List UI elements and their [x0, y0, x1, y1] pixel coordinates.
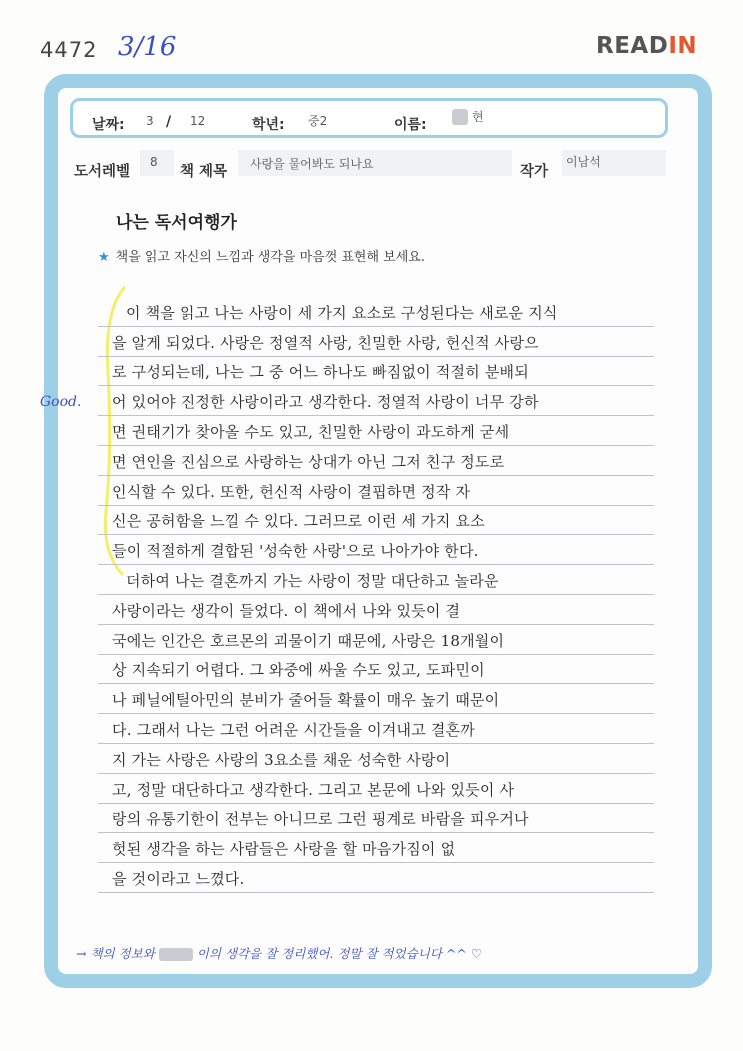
name-value: 현: [472, 110, 484, 124]
essay-line: 지 가는 사랑은 사랑의 3요소를 채운 성숙한 사랑이: [98, 744, 654, 774]
essay-line: 상 지속되기 어렵다. 그 와중에 싸울 수도 있고, 도파민이: [98, 655, 654, 685]
essay-line: 면 권태기가 찾아올 수도 있고, 친밀한 사랑이 과도하게 굳세: [98, 416, 654, 446]
star-icon: ★: [98, 250, 110, 265]
essay-line: 신은 공허함을 느낄 수 있다. 그러므로 이런 세 가지 요소: [98, 506, 654, 536]
instruction-text: 책을 읽고 자신의 느낌과 생각을 마음껏 표현해 보세요.: [115, 250, 425, 265]
book-level-label: 도서레벨: [74, 164, 131, 180]
logo-accent: IN: [668, 33, 698, 59]
book-title-label: 책 제목: [180, 164, 228, 180]
feedback-redaction: [159, 948, 193, 961]
essay-line: 로 구성되는데, 나는 그 중 어느 하나도 빠짐없이 적절히 분배되: [98, 357, 654, 387]
book-title-value: 사랑을 물어봐도 되나요: [250, 157, 374, 171]
essay-line: 헛된 생각을 하는 사람들은 사랑을 할 마음가짐이 없: [98, 833, 654, 863]
teacher-feedback: [76, 944, 482, 962]
essay-line: 이 책을 읽고 나는 사랑이 세 가지 요소로 구성된다는 새로운 지식: [98, 297, 654, 327]
essay-line: 인식할 수 있다. 또한, 헌신적 사랑이 결핍하면 정작 자: [98, 476, 654, 506]
essay-line: 랑의 유통기한이 전부는 아니므로 그런 핑계로 바람을 피우거나: [98, 804, 654, 834]
instruction: [98, 246, 425, 265]
date-day: 12: [190, 114, 206, 128]
date-separator: /: [166, 114, 172, 130]
essay-line: 나 페닐에틸아민의 분비가 줄어들 확률이 매우 높기 때문이: [98, 684, 654, 714]
margin-note-good: Good.: [40, 394, 82, 410]
essay-line: 을 것이라고 느꼈다.: [98, 863, 654, 893]
essay-line: 면 연인을 진심으로 사랑하는 상대가 아닌 그저 친구 정도로: [98, 446, 654, 476]
logo-text: READ: [596, 33, 669, 59]
essay-area: [98, 297, 654, 893]
essay-line: 들이 적절하게 결합된 '성숙한 사랑'으로 나아가야 한다.: [98, 535, 654, 565]
feedback-suffix: 이의 생각을 잘 정리했어. 정말 잘 적었습니다 ^^ ♡: [196, 946, 483, 961]
essay-line: 다. 그래서 나는 그런 어려운 시간들을 이겨내고 결혼까: [98, 714, 654, 744]
date-month: 3: [146, 114, 154, 128]
grade-label: 학년:: [252, 117, 285, 133]
date-label: 날짜:: [92, 117, 125, 133]
feedback-prefix: → 책의 정보와: [76, 946, 155, 961]
essay-line: 어 있어야 진정한 사랑이라고 생각한다. 정열적 사랑이 너무 강하: [98, 386, 654, 416]
essay-line: 고, 정말 대단하다고 생각한다. 그리고 본문에 나와 있듯이 사: [98, 774, 654, 804]
essay-line: 을 알게 되었다. 사랑은 정열적 사랑, 친밀한 사랑, 헌신적 사랑으: [98, 327, 654, 357]
book-level-value: 8: [150, 155, 158, 169]
author-value: 이남석: [566, 155, 601, 169]
page-number: 4472: [40, 38, 98, 62]
info-box: [70, 98, 668, 138]
name-redaction: [452, 106, 468, 125]
readin-logo: [596, 33, 697, 59]
author-label: 작가: [520, 164, 549, 180]
name-label: 이름:: [394, 117, 427, 133]
grade-value: 중2: [308, 114, 328, 128]
section-heading: 나는 독서여행가: [116, 213, 237, 233]
handwritten-date: 3/16: [118, 32, 177, 62]
essay-line: 사랑이라는 생각이 들었다. 이 책에서 나와 있듯이 결: [98, 595, 654, 625]
essay-line: 국에는 인간은 호르몬의 괴물이기 때문에, 사랑은 18개월이: [98, 625, 654, 655]
essay-line: 더하여 나는 결혼까지 가는 사랑이 정말 대단하고 놀라운: [98, 565, 654, 595]
